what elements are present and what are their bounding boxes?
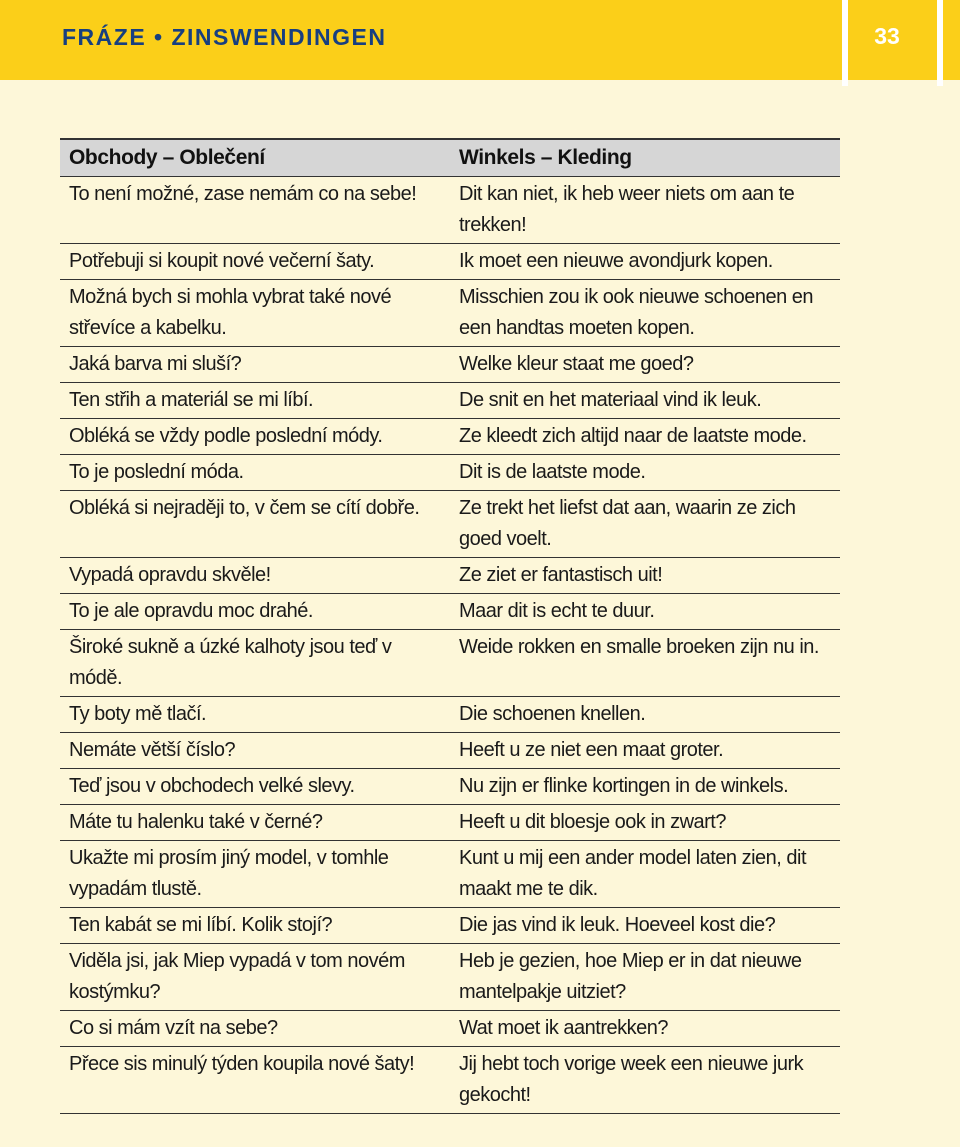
phrase-dutch: Heb je gezien, hoe Miep er in dat nieuwe mantelpakje uitziet? [450, 944, 840, 1011]
table-row [60, 908, 840, 944]
phrase-czech: Máte tu halenku také v černé? [60, 805, 450, 841]
phrase-czech: Široké sukně a úzké kalhoty jsou teď v módě. [60, 630, 450, 697]
phrase-dutch: Ze trekt het liefst dat aan, waarin ze zich goed voelt. [450, 491, 840, 558]
header-title: FRÁZE • ZINSWENDINGEN [62, 24, 387, 50]
phrase-czech: To je ale opravdu moc drahé. [60, 594, 450, 630]
table-row [60, 1047, 840, 1114]
phrase-dutch: Ze ziet er fantastisch uit! [450, 558, 840, 594]
page-header [0, 0, 960, 80]
phrase-czech: Ukažte mi prosím jiný model, v tomhle vypadám tlustě. [60, 841, 450, 908]
phrase-dutch: Wat moet ik aantrekken? [450, 1011, 840, 1047]
table-row [60, 347, 840, 383]
table-row [60, 244, 840, 280]
phrase-dutch: Nu zijn er flinke kortingen in de winkels. [450, 769, 840, 805]
phrase-dutch: Die jas vind ik leuk. Hoeveel kost die? [450, 908, 840, 944]
table-row [60, 177, 840, 244]
header-divider-stripe [842, 0, 848, 86]
phrase-rows [60, 177, 840, 1114]
phrase-czech: Viděla jsi, jak Miep vypadá v tom novém kostýmku? [60, 944, 450, 1011]
column-header-dutch: Winkels – Kleding [450, 139, 840, 177]
phrase-czech: Ten kabát se mi líbí. Kolik stojí? [60, 908, 450, 944]
table-row [60, 697, 840, 733]
table-row [60, 280, 840, 347]
table-row [60, 558, 840, 594]
phrase-dutch: Dit kan niet, ik heb weer niets om aan te trekken! [450, 177, 840, 244]
phrase-czech: Nemáte větší číslo? [60, 733, 450, 769]
table-row [60, 805, 840, 841]
phrase-dutch: Jij hebt toch vorige week een nieuwe jurk gekocht! [450, 1047, 840, 1114]
phrase-dutch: Ze kleedt zich altijd naar de laatste mode. [450, 419, 840, 455]
phrase-czech: Možná bych si mohla vybrat také nové střevíce a kabelku. [60, 280, 450, 347]
column-header-czech: Obchody – Oblečení [60, 139, 450, 177]
table-row [60, 1011, 840, 1047]
phrase-dutch: Misschien zou ik ook nieuwe schoenen en een handtas moeten kopen. [450, 280, 840, 347]
phrase-czech: Teď jsou v obchodech velké slevy. [60, 769, 450, 805]
phrase-czech: Obléká se vždy podle poslední módy. [60, 419, 450, 455]
table-row [60, 630, 840, 697]
phrase-dutch: Weide rokken en smalle broeken zijn nu in. [450, 630, 840, 697]
phrase-dutch: De snit en het materiaal vind ik leuk. [450, 383, 840, 419]
phrase-czech: To není možné, zase nemám co na sebe! [60, 177, 450, 244]
header-divider-stripe [937, 0, 943, 86]
phrase-dutch: Ik moet een nieuwe avondjurk kopen. [450, 244, 840, 280]
phrase-table [60, 138, 840, 1114]
table-row [60, 769, 840, 805]
table-row [60, 455, 840, 491]
phrase-czech: Ten střih a materiál se mi líbí. [60, 383, 450, 419]
phrase-czech: Ty boty mě tlačí. [60, 697, 450, 733]
phrase-czech: Vypadá opravdu skvěle! [60, 558, 450, 594]
table-header-row [60, 139, 840, 177]
table-row [60, 594, 840, 630]
phrase-czech: Přece sis minulý týden koupila nové šaty! [60, 1047, 450, 1114]
phrase-czech: Potřebuji si koupit nové večerní šaty. [60, 244, 450, 280]
table-row [60, 419, 840, 455]
phrase-dutch: Heeft u dit bloesje ook in zwart? [450, 805, 840, 841]
table-row [60, 383, 840, 419]
table-row [60, 944, 840, 1011]
phrase-dutch: Die schoenen knellen. [450, 697, 840, 733]
phrase-dutch: Maar dit is echt te duur. [450, 594, 840, 630]
phrase-czech: Jaká barva mi sluší? [60, 347, 450, 383]
table-row [60, 491, 840, 558]
table-row [60, 841, 840, 908]
phrase-dutch: Heeft u ze niet een maat groter. [450, 733, 840, 769]
phrase-czech: To je poslední móda. [60, 455, 450, 491]
phrase-dutch: Dit is de laatste mode. [450, 455, 840, 491]
table-row [60, 733, 840, 769]
phrase-czech: Obléká si nejraději to, v čem se cítí dobře. [60, 491, 450, 558]
phrase-dutch: Welke kleur staat me goed? [450, 347, 840, 383]
phrase-czech: Co si mám vzít na sebe? [60, 1011, 450, 1047]
page-number: 33 [874, 23, 900, 49]
phrase-dutch: Kunt u mij een ander model laten zien, dit maakt me te dik. [450, 841, 840, 908]
